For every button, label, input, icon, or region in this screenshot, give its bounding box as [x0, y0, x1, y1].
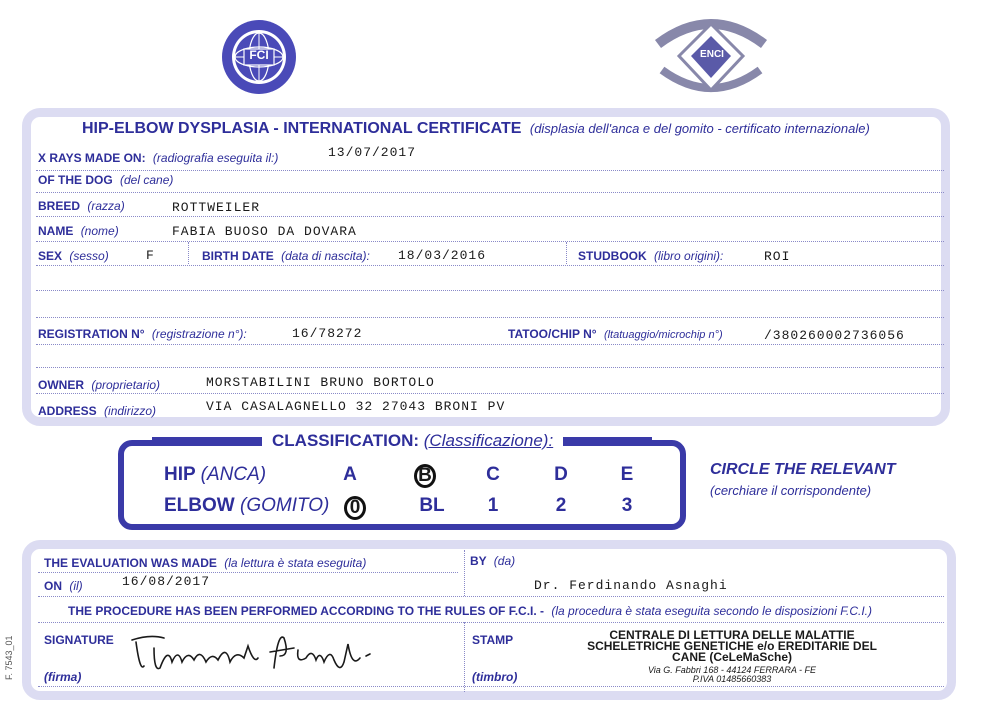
chip-value: /380260002736056 — [764, 328, 905, 343]
elbow-grade-3[interactable]: 3 — [621, 495, 633, 516]
fci-seal-text: FCI — [249, 48, 269, 62]
elbow-grade-2[interactable]: 2 — [555, 495, 567, 516]
procedure-note: THE PROCEDURE HAS BEEN PERFORMED ACCORDING TO THE RULES OF F.C.I. - (la procedura è stata eseguita secondo le disposizioni F.C.I.) — [68, 604, 872, 618]
sex-label: SEX (sesso) — [38, 249, 109, 263]
birth-date-label: BIRTH DATE (data di nascita): — [202, 249, 370, 263]
signature-label: SIGNATURE — [44, 633, 114, 647]
official-stamp: CENTRALE DI LETTURA DELLE MALATTIE SCHELETRICHE GENETICHE e/o EREDITARIE DEL CANE (CeLeMaSche) Via G. Fabbri 168 - 44124 FERRARA - FE P.IVA 01485660383 — [587, 628, 877, 684]
breed-label: BREED (razza) — [38, 199, 125, 213]
stamp-label-it: (timbro) — [472, 670, 518, 684]
hip-grade-e[interactable]: E — [620, 464, 634, 485]
on-label: ON (il) — [44, 579, 83, 593]
by-label: BY (da) — [470, 554, 516, 568]
elbow-label: ELBOW (GOMITO) — [164, 495, 330, 516]
studbook-value: ROI — [764, 249, 791, 264]
hip-grade-a[interactable]: A — [343, 464, 357, 485]
elbow-grade-bl[interactable]: BL — [419, 495, 445, 516]
handwritten-signature — [130, 628, 380, 680]
birth-date-value: 18/03/2016 — [398, 248, 487, 263]
enci-seal-text: ENCI — [700, 49, 724, 60]
hip-grade-c[interactable]: C — [486, 464, 500, 485]
hip-grade-d[interactable]: D — [554, 464, 568, 485]
dog-label: OF THE DOG (del cane) — [38, 173, 174, 187]
elbow-grade-1[interactable]: 1 — [487, 495, 499, 516]
address-label: ADDRESS (indirizzo) — [38, 404, 157, 418]
xray-label: X RAYS MADE ON: (radiografia eseguita il:) — [38, 151, 279, 165]
breed-value: ROTTWEILER — [172, 200, 261, 215]
owner-value: MORSTABILINI BRUNO BORTOLO — [206, 375, 435, 390]
sex-value: F — [146, 248, 155, 263]
address-value: VIA CASALAGNELLO 32 27043 BRONI PV — [206, 399, 506, 414]
registration-label: REGISTRATION N° (registrazione n°): — [38, 327, 247, 341]
owner-label: OWNER (proprietario) — [38, 378, 161, 392]
dog-name-value: FABIA BUOSO DA DOVARA — [172, 224, 357, 239]
elbow-grade-0[interactable]: 0 — [344, 496, 366, 520]
evaluation-date: 16/08/2017 — [122, 574, 211, 589]
form-code: F. 7543_01 — [4, 635, 14, 680]
registration-value: 16/78272 — [292, 326, 363, 341]
hip-grade-b[interactable]: B — [414, 464, 436, 488]
stamp-label: STAMP — [472, 633, 514, 647]
classification-title: CLASSIFICATION: (Classificazione): — [262, 431, 563, 451]
certificate-title: HIP-ELBOW DYSPLASIA - INTERNATIONAL CERTIFICATE (displasia dell'anca e del gomito - certificato internazionale) — [82, 120, 870, 137]
evaluator-name: Dr. Ferdinando Asnaghi — [534, 578, 728, 593]
chip-label: TATOO/CHIP N° (ltatuaggio/microchip n°) — [508, 327, 723, 341]
evaluation-made-label: THE EVALUATION WAS MADE (la lettura è stata eseguita) — [44, 556, 367, 570]
circle-note: CIRCLE THE RELEVANT — [710, 461, 896, 478]
signature-label-it: (firma) — [44, 670, 82, 684]
circle-note-it: (cerchiare il corrispondente) — [710, 483, 872, 498]
xray-date: 13/07/2017 — [328, 145, 417, 160]
name-label: NAME (nome) — [38, 224, 119, 238]
studbook-label: STUDBOOK (libro origini): — [578, 249, 724, 263]
hip-label: HIP (ANCA) — [164, 464, 267, 485]
